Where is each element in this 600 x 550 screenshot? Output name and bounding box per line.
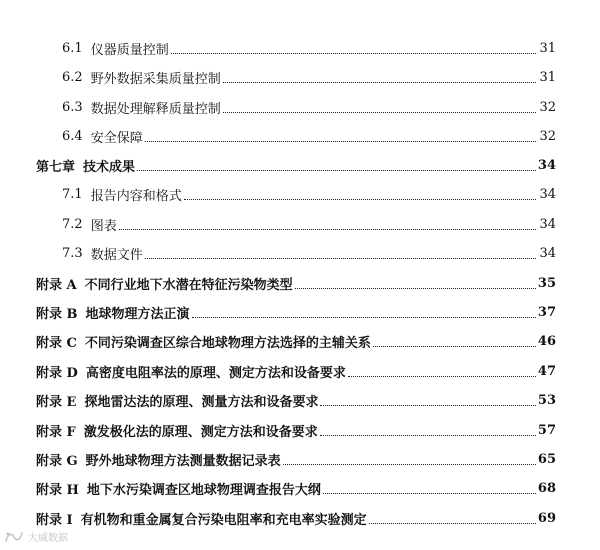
toc-entry-title: 安全保障 — [90, 130, 143, 146]
toc-entry-page: 69 — [537, 510, 556, 526]
toc-entry[interactable] — [62, 124, 556, 148]
toc-appendix-entry[interactable] — [36, 329, 556, 353]
toc-entry[interactable] — [62, 95, 556, 119]
toc-entry-number: 第七章 — [36, 159, 76, 175]
toc-entry-title: 地下水污染调查区地球物理调查报告大纲 — [86, 482, 321, 498]
dot-leader — [223, 100, 536, 113]
dot-leader — [171, 41, 536, 54]
toc-entry-title: 野外地球物理方法测量数据记录表 — [85, 453, 281, 469]
toc-appendix-entry[interactable] — [36, 271, 556, 295]
toc-entry-title: 数据处理解释质量控制 — [90, 101, 221, 117]
toc-entry-number: 6.2 — [62, 69, 83, 85]
toc-entry-number: 附录 E — [36, 394, 77, 410]
toc-entry-title: 仪器质量控制 — [90, 42, 169, 58]
dot-leader — [283, 452, 536, 465]
dot-leader — [323, 481, 536, 494]
toc-entry-number: 附录 I — [36, 512, 73, 528]
toc-entry-title: 技术成果 — [83, 159, 136, 175]
toc-entry[interactable] — [62, 212, 556, 236]
toc-entry-title: 有机物和重金属复合污染电阻率和充电率实验测定 — [80, 512, 367, 528]
toc-entry-number: 附录 F — [36, 424, 76, 440]
toc-entry-number: 附录 H — [36, 482, 79, 498]
toc-entry-page: 31 — [539, 69, 556, 85]
toc-entry-page: 35 — [537, 275, 556, 291]
toc-entry-number: 6.1 — [62, 40, 83, 56]
dot-leader — [145, 246, 536, 259]
toc-entry-page: 46 — [537, 333, 556, 349]
toc-entry-page: 68 — [537, 480, 556, 496]
toc-appendix-entry[interactable] — [36, 476, 556, 500]
toc-entry-title: 数据文件 — [90, 247, 143, 263]
toc-entry-number: 6.4 — [62, 128, 83, 144]
toc-entry-title: 报告内容和格式 — [90, 188, 182, 204]
watermark-text: 大威数据 — [28, 533, 68, 544]
toc-entry[interactable] — [62, 65, 556, 89]
dot-leader — [137, 158, 536, 171]
toc-entry-title: 图表 — [90, 218, 117, 234]
toc-entry-page: 37 — [537, 304, 556, 320]
toc-entry[interactable] — [62, 182, 556, 206]
toc-entry-page: 31 — [539, 40, 556, 56]
dot-leader — [119, 217, 536, 230]
toc-entry-page: 53 — [537, 392, 556, 408]
toc-entry-title: 高密度电阻率法的原理、测定方法和设备要求 — [85, 365, 346, 381]
dot-leader — [223, 70, 536, 83]
toc-appendix-entry[interactable] — [36, 359, 556, 383]
toc-entry-number: 附录 A — [36, 277, 77, 293]
toc-appendix-entry[interactable] — [36, 447, 556, 471]
toc-entry-page: 47 — [537, 363, 556, 379]
toc-entry-number: 附录 G — [36, 453, 78, 469]
toc-entry-page: 34 — [539, 245, 556, 261]
toc-chapter-entry[interactable] — [36, 153, 556, 177]
toc-entry-number: 附录 D — [36, 365, 78, 381]
dot-leader — [348, 364, 536, 377]
toc-entry-page: 34 — [539, 216, 556, 232]
toc-entry-number: 6.3 — [62, 99, 83, 115]
toc-entry-number: 7.3 — [62, 245, 83, 261]
toc-entry-number: 附录 B — [36, 306, 78, 322]
toc-appendix-entry[interactable] — [36, 388, 556, 412]
toc-entry-title: 不同污染调查区综合地球物理方法选择的主辅关系 — [84, 335, 371, 351]
toc-entry-page: 57 — [537, 422, 556, 438]
dot-leader — [373, 334, 536, 347]
toc-entry-number: 7.1 — [62, 186, 83, 202]
dot-leader — [320, 393, 535, 406]
toc-entry-number: 附录 C — [36, 335, 77, 351]
dot-leader — [295, 276, 536, 289]
toc-appendix-entry[interactable] — [36, 506, 556, 530]
toc-entry[interactable] — [62, 241, 556, 265]
toc-entry-page: 65 — [537, 451, 556, 467]
watermark — [4, 529, 68, 544]
toc-entry-title: 激发极化法的原理、测定方法和设备要求 — [83, 424, 318, 440]
toc-entry-page: 32 — [539, 99, 556, 115]
toc-entry-title: 不同行业地下水潜在特征污染物类型 — [84, 277, 293, 293]
dot-leader — [184, 187, 536, 200]
logo-icon — [4, 530, 24, 544]
toc-entry-page: 32 — [539, 128, 556, 144]
toc-entry-page: 34 — [539, 186, 556, 202]
toc-appendix-entry[interactable] — [36, 418, 556, 442]
dot-leader — [369, 511, 536, 524]
toc-appendix-entry[interactable] — [36, 300, 556, 324]
toc-entry-title: 地球物理方法正演 — [85, 306, 190, 322]
toc-entry-title: 探地雷达法的原理、测量方法和设备要求 — [84, 394, 319, 410]
toc-entry-number: 7.2 — [62, 216, 83, 232]
toc-entry-title: 野外数据采集质量控制 — [90, 71, 221, 87]
dot-leader — [320, 423, 536, 436]
toc-entry-page: 34 — [537, 157, 556, 173]
toc-entry[interactable] — [62, 36, 556, 60]
dot-leader — [145, 129, 536, 142]
dot-leader — [192, 305, 536, 318]
